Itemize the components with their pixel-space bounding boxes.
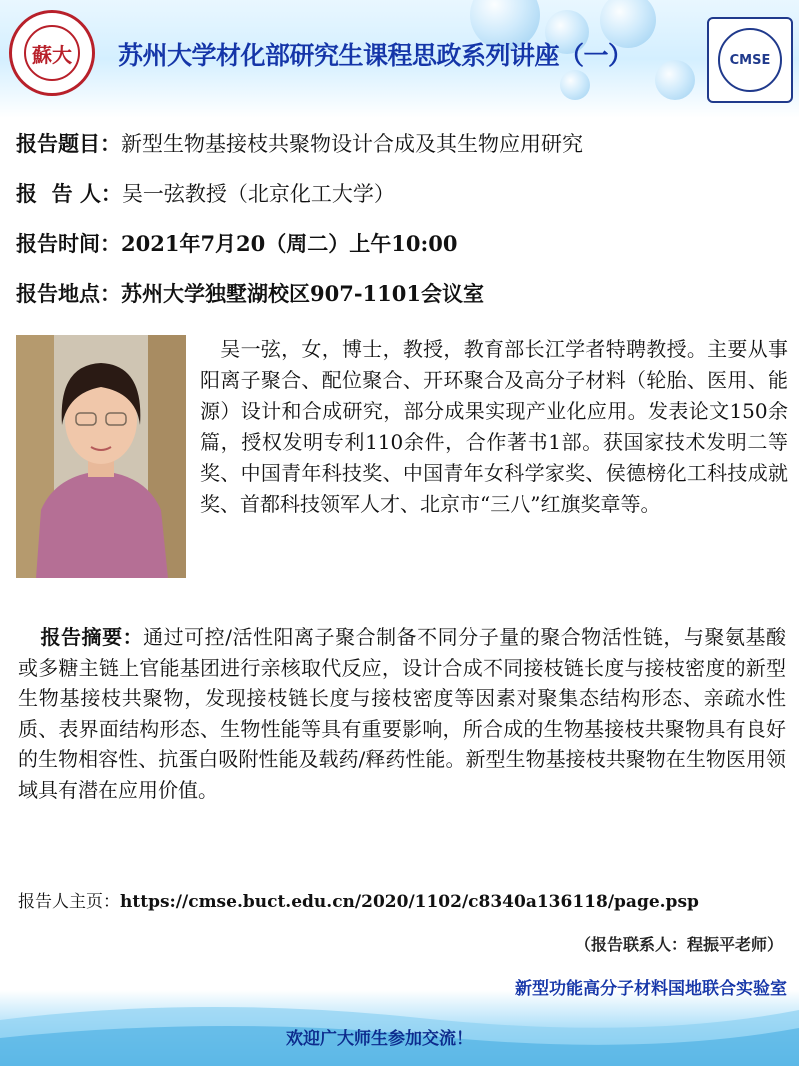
topic-row bbox=[16, 128, 583, 158]
bio-text: 吴一弦，女，博士，教授，教育部长江学者特聘教授。主要从事阳离子聚合、配位聚合、开环聚合及高分子材料（轮胎、医用、能源）设计和合成研究，部分成果实现产业化应用。发表论文150余篇，授权发明专利110余件，合作著书1部。获国家技术发明二等奖、中国青年科技奖、中国青年女科学家奖、侯德榜化工科技成就奖、首都科技领军人才、北京市“三八”红旗奖章等。 bbox=[200, 337, 788, 516]
venue-value: 苏州大学独墅湖校区907-1101会议室 bbox=[121, 281, 484, 306]
lab-name: 新型功能高分子材料国地联合实验室 bbox=[515, 979, 787, 999]
logo-right-text: CMSE bbox=[718, 28, 782, 92]
time-row bbox=[16, 228, 457, 258]
speaker-portrait-image bbox=[16, 335, 186, 578]
speaker-photo bbox=[16, 335, 186, 578]
abstract-text: 通过可控/活性阳离子聚合制备不同分子量的聚合物活性链，与聚氨基酸或多糖主链上官能基团进行亲核取代反应，设计合成不同接枝链长度与接枝密度的新型生物基接枝共聚物，发现接枝链长度与接枝密度等因素对聚集态结构形态、亲疏水性质、表界面结构形态、生物性能等具有重要影响，所合成的生物基接枝共聚物具有良好的生物相容性、抗蛋白吸附性能及载药/释药性能。新型生物基接枝共聚物在生物医用领域具有潜在应用价值。 bbox=[18, 625, 786, 802]
speaker-bio bbox=[200, 334, 788, 520]
homepage-label: 报告人主页： bbox=[18, 892, 120, 912]
soochow-university-logo bbox=[9, 10, 95, 96]
venue-label: 报告地点： bbox=[16, 282, 121, 306]
abstract-block bbox=[18, 622, 786, 805]
header-banner bbox=[0, 0, 799, 118]
homepage-row bbox=[18, 887, 699, 912]
time-label: 报告时间： bbox=[16, 232, 121, 256]
speaker-value: 吴一弦教授（北京化工大学） bbox=[121, 182, 395, 206]
cmse-logo bbox=[707, 17, 793, 103]
speaker-label: 报 告 人： bbox=[16, 182, 122, 206]
topic-value: 新型生物基接枝共聚物设计合成及其生物应用研究 bbox=[121, 132, 583, 156]
abstract-label: 报告摘要： bbox=[40, 625, 144, 649]
venue-row bbox=[16, 278, 484, 308]
time-value: 2021年7月20（周二）上午10:00 bbox=[121, 231, 458, 256]
contact-person: （报告联系人：程振平老师） bbox=[574, 935, 783, 954]
homepage-url: https://cmse.buct.edu.cn/2020/1102/c8340a136118/page.psp bbox=[120, 892, 699, 912]
logo-left-text: 蘇大 bbox=[24, 25, 80, 81]
topic-label: 报告题目： bbox=[16, 132, 121, 156]
speaker-row bbox=[16, 178, 395, 208]
page-title: 苏州大学材化部研究生课程思政系列讲座（一） bbox=[118, 41, 633, 70]
welcome-message: 欢迎广大师生参加交流！ bbox=[286, 1029, 473, 1049]
